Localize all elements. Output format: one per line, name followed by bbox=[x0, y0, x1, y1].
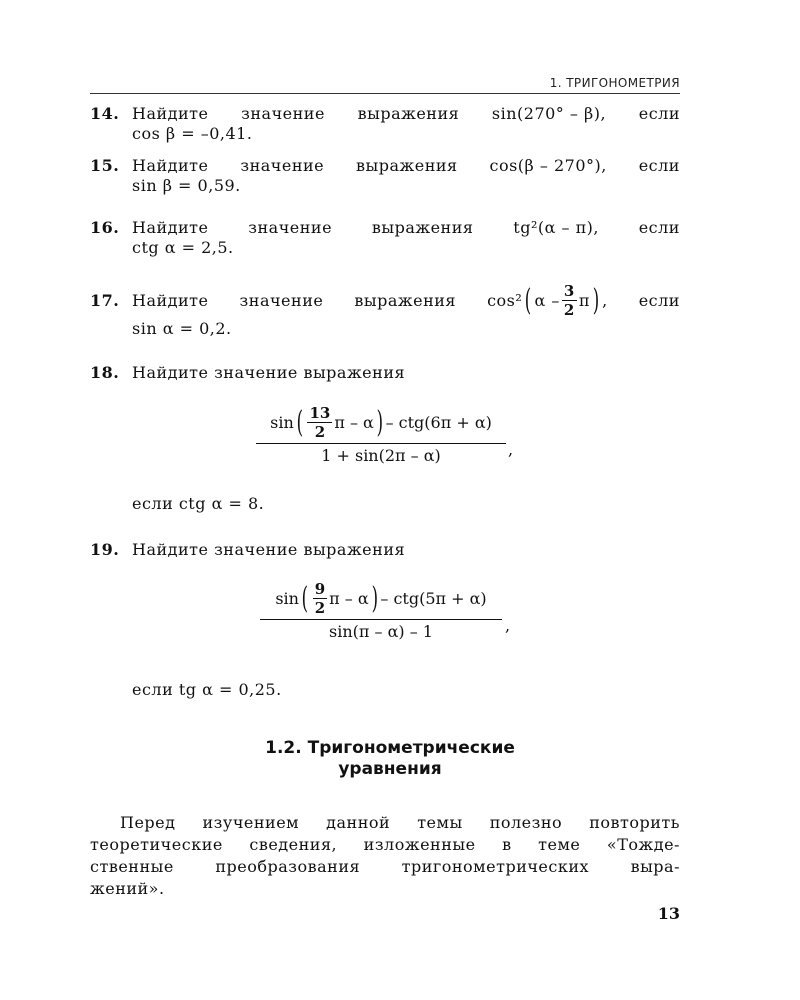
problem-condition: cos β = –0,41. bbox=[132, 124, 253, 143]
problem-condition: ctg α = 2,5. bbox=[132, 238, 234, 257]
problem-14: 14. Найдите значение выражения sin(270° – β), если cos β = –0,41. bbox=[90, 104, 680, 143]
problem-number: 14. bbox=[90, 104, 120, 123]
left-paren: ( bbox=[525, 282, 532, 318]
problem-condition: sin α = 0,2. bbox=[132, 319, 232, 338]
fraction: $\frac{3}{2}$ bbox=[563, 282, 575, 319]
section-title: 1.2. Тригонометрические уравнения bbox=[265, 738, 515, 779]
problem-17: 17. Найдите значение выражения cos² ( α – $\frac{3}{2}$ π ) , если sin α = 0,2. bbox=[90, 282, 680, 338]
problem-19: 19. Найдите значение выражения bbox=[90, 540, 406, 559]
problem-number: 15. bbox=[90, 156, 120, 175]
problem-16: 16. Найдите значение выражения tg²(α – π), если ctg α = 2,5. bbox=[90, 218, 680, 257]
fraction: $\frac{9}{2}$ bbox=[314, 580, 326, 617]
fraction-expression-19: sin ( $\frac{9}{2}$ π – α ) – ctg(5π + α) sin(π – α) – 1 bbox=[260, 580, 502, 641]
right-paren: ) bbox=[592, 282, 600, 318]
page-number: 13 bbox=[657, 904, 680, 923]
intro-paragraph: Перед изучением данной темы полезно повторить теоретические сведения, изложенные в теме «Тожде- ственные преобразования тригонометрических выра- жений». bbox=[90, 813, 680, 898]
cos-squared-expression: cos² ( α – $\frac{3}{2}$ π ) , bbox=[487, 282, 608, 319]
problem-18-condition: если ctg α = 8. bbox=[132, 494, 265, 513]
problem-number: 19. bbox=[90, 540, 120, 559]
fraction-bar bbox=[260, 619, 502, 620]
header-rule bbox=[90, 93, 680, 94]
problem-18: 18. Найдите значение выражения bbox=[90, 363, 406, 382]
fraction-expression-18: sin ( $\frac{13}{2}$ π – α ) – ctg(6π + α) 1 + sin(2π – α) bbox=[256, 404, 506, 465]
fraction-bar bbox=[256, 443, 506, 444]
problem-number: 18. bbox=[90, 363, 120, 382]
problem-number: 16. bbox=[90, 218, 120, 237]
problem-number: 17. bbox=[90, 290, 120, 310]
running-header: 1. ТРИГОНОМЕТРИЯ bbox=[549, 76, 680, 90]
problem-condition: sin β = 0,59. bbox=[132, 176, 241, 195]
fraction: $\frac{13}{2}$ bbox=[309, 404, 331, 441]
problem-15: 15. Найдите значение выражения cos(β – 270°), если sin β = 0,59. bbox=[90, 156, 680, 195]
problem-19-condition: если tg α = 0,25. bbox=[132, 680, 282, 699]
